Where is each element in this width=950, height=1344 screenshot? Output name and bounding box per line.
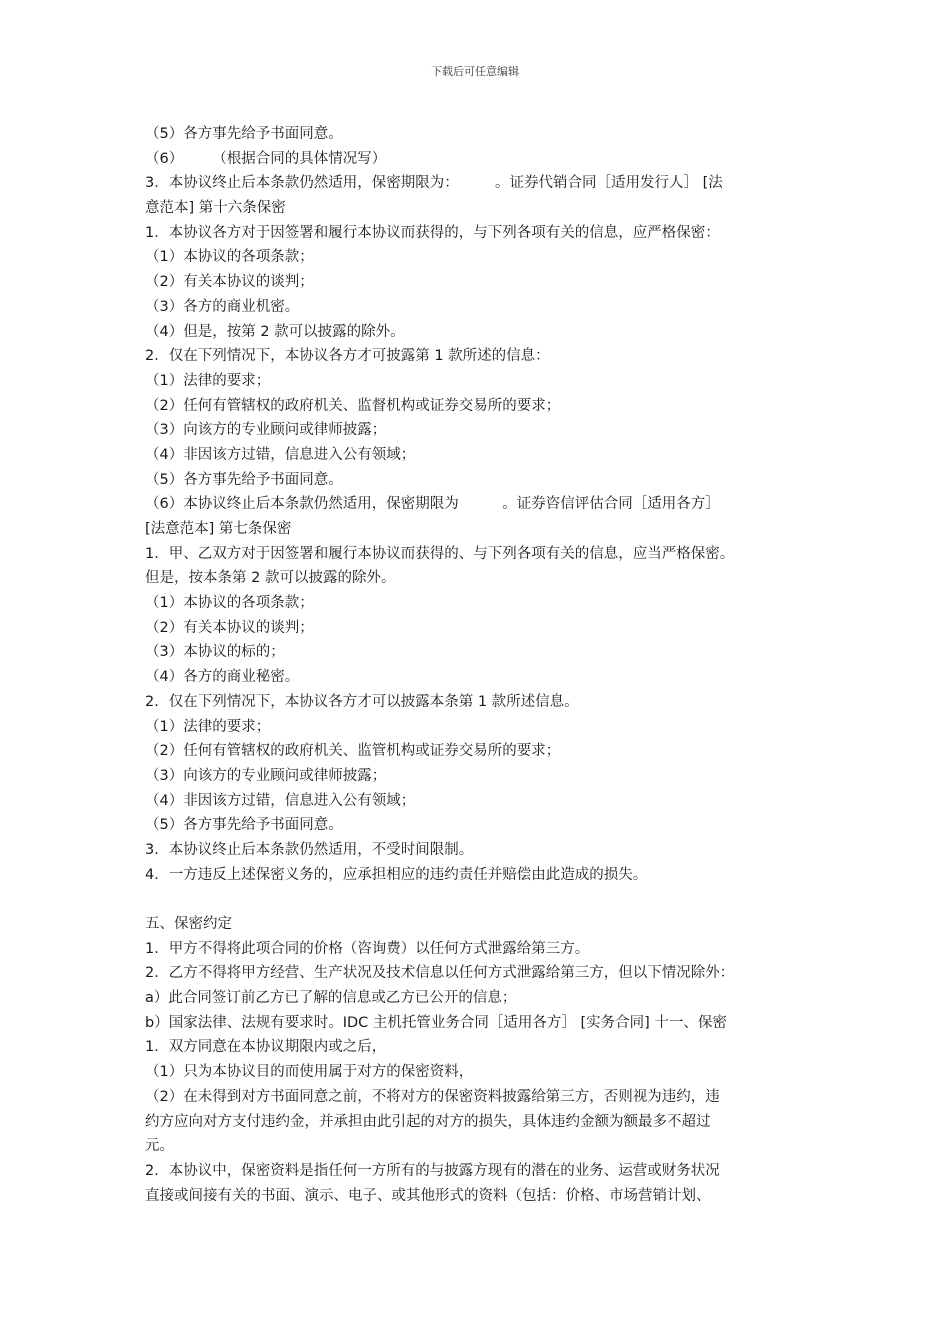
text-line: 1．甲方不得将此项合同的价格（咨询费）以任何方式泄露给第三方。 — [145, 940, 590, 957]
section-heading: 五、保密约定 — [145, 916, 232, 932]
text-line: 3．本协议终止后本条款仍然适用，保密期限为： 。证券代销合同［适用发行人］ [法 — [145, 175, 723, 192]
text-line: 2．乙方不得将甲方经营、生产状况及技术信息以任何方式泄露给第三方，但以下情况除外： — [145, 965, 735, 982]
text-line: （4）非因该方过错，信息进入公有领域； — [145, 792, 416, 809]
text-line: 1．双方同意在本协议期限内或之后， — [145, 1039, 387, 1056]
text-line: （2）任何有管辖权的政府机关、监督机构或证券交易所的要求； — [145, 397, 561, 414]
text-line: 3．本协议终止后本条款仍然适用，不受时间限制。 — [145, 841, 474, 858]
text-line: 2．仅在下列情况下，本协议各方才可以披露本条第 1 款所述信息。 — [145, 693, 579, 710]
text-line: （3）向该方的专业顾问或律师披露； — [145, 422, 387, 439]
text-line: （2）有关本协议的谈判； — [145, 274, 314, 291]
page-header: 下载后可任意编辑 — [431, 65, 519, 78]
text-line: b）国家法律、法规有要求时。IDC 主机托管业务合同［适用各方］ [实务合同] 十一、保密 — [145, 1014, 727, 1031]
text-line: （6）本协议终止后本条款仍然适用，保密期限为 。证券咨信评估合同［适用各方］ — [145, 496, 720, 513]
text-line: 1．甲、乙双方对于因签署和履行本协议而获得的、与下列各项有关的信息，应当严格保密。 — [145, 545, 735, 562]
text-line: （3）向该方的专业顾问或律师披露； — [145, 767, 387, 784]
text-line: 2．本协议中，保密资料是指任何一方所有的与披露方现有的潜在的业务、运营或财务状况 — [145, 1162, 720, 1179]
text-line: 2．仅在下列情况下，本协议各方才可披露第 1 款所述的信息： — [145, 348, 550, 365]
text-line: （3）本协议的标的； — [145, 644, 285, 661]
text-line: （5）各方事先给予书面同意。 — [145, 817, 343, 834]
text-line: （4）各方的商业秘密。 — [145, 669, 300, 686]
text-line: 意范本] 第十六条保密 — [145, 200, 286, 217]
text-line: （3）各方的商业机密。 — [145, 298, 300, 315]
text-line: （1）只为本协议目的而使用属于对方的保密资料， — [145, 1064, 474, 1081]
blank-line — [145, 887, 825, 912]
text-line: （5）各方事先给予书面同意。 — [145, 126, 343, 142]
text-line: （1）法律的要求； — [145, 372, 271, 389]
text-line: （2）任何有管辖权的政府机关、监管机构或证券交易所的要求； — [145, 743, 561, 760]
text-line: （6） （根据合同的具体情况写） — [145, 150, 387, 167]
text-line: （4）非因该方过错，信息进入公有领域； — [145, 446, 416, 463]
document-body — [145, 122, 825, 1208]
text-line: 直接或间接有关的书面、演示、电子、或其他形式的资料（包括：价格、市场营销计划、 — [145, 1187, 711, 1204]
text-line: 4．一方违反上述保密义务的，应承担相应的违约责任并赔偿由此造成的损失。 — [145, 866, 648, 883]
text-line: 约方应向对方支付违约金，并承担由此引起的对方的损失，具体违约金额为额最多不超过 — [145, 1113, 711, 1130]
text-line: （2）在未得到对方书面同意之前，不将对方的保密资料披露给第三方，否则视为违约，违 — [145, 1088, 720, 1105]
text-line: （4）但是，按第 2 款可以披露的除外。 — [145, 323, 405, 340]
text-line: （2）有关本协议的谈判； — [145, 619, 314, 636]
text-line: a）此合同签订前乙方已了解的信息或乙方已公开的信息； — [145, 990, 517, 1007]
text-line: （1）本协议的各项条款； — [145, 249, 314, 266]
text-line: （1）本协议的各项条款； — [145, 595, 314, 612]
text-line: （5）各方事先给予书面同意。 — [145, 471, 343, 488]
text-line: 1．本协议各方对于因签署和履行本协议而获得的，与下列各项有关的信息，应严格保密： — [145, 224, 720, 241]
text-line: 但是，按本条第 2 款可以披露的除外。 — [145, 570, 396, 587]
text-line: （1）法律的要求； — [145, 718, 271, 735]
text-line: 元。 — [145, 1138, 174, 1155]
text-line: [法意范本] 第七条保密 — [145, 521, 292, 537]
